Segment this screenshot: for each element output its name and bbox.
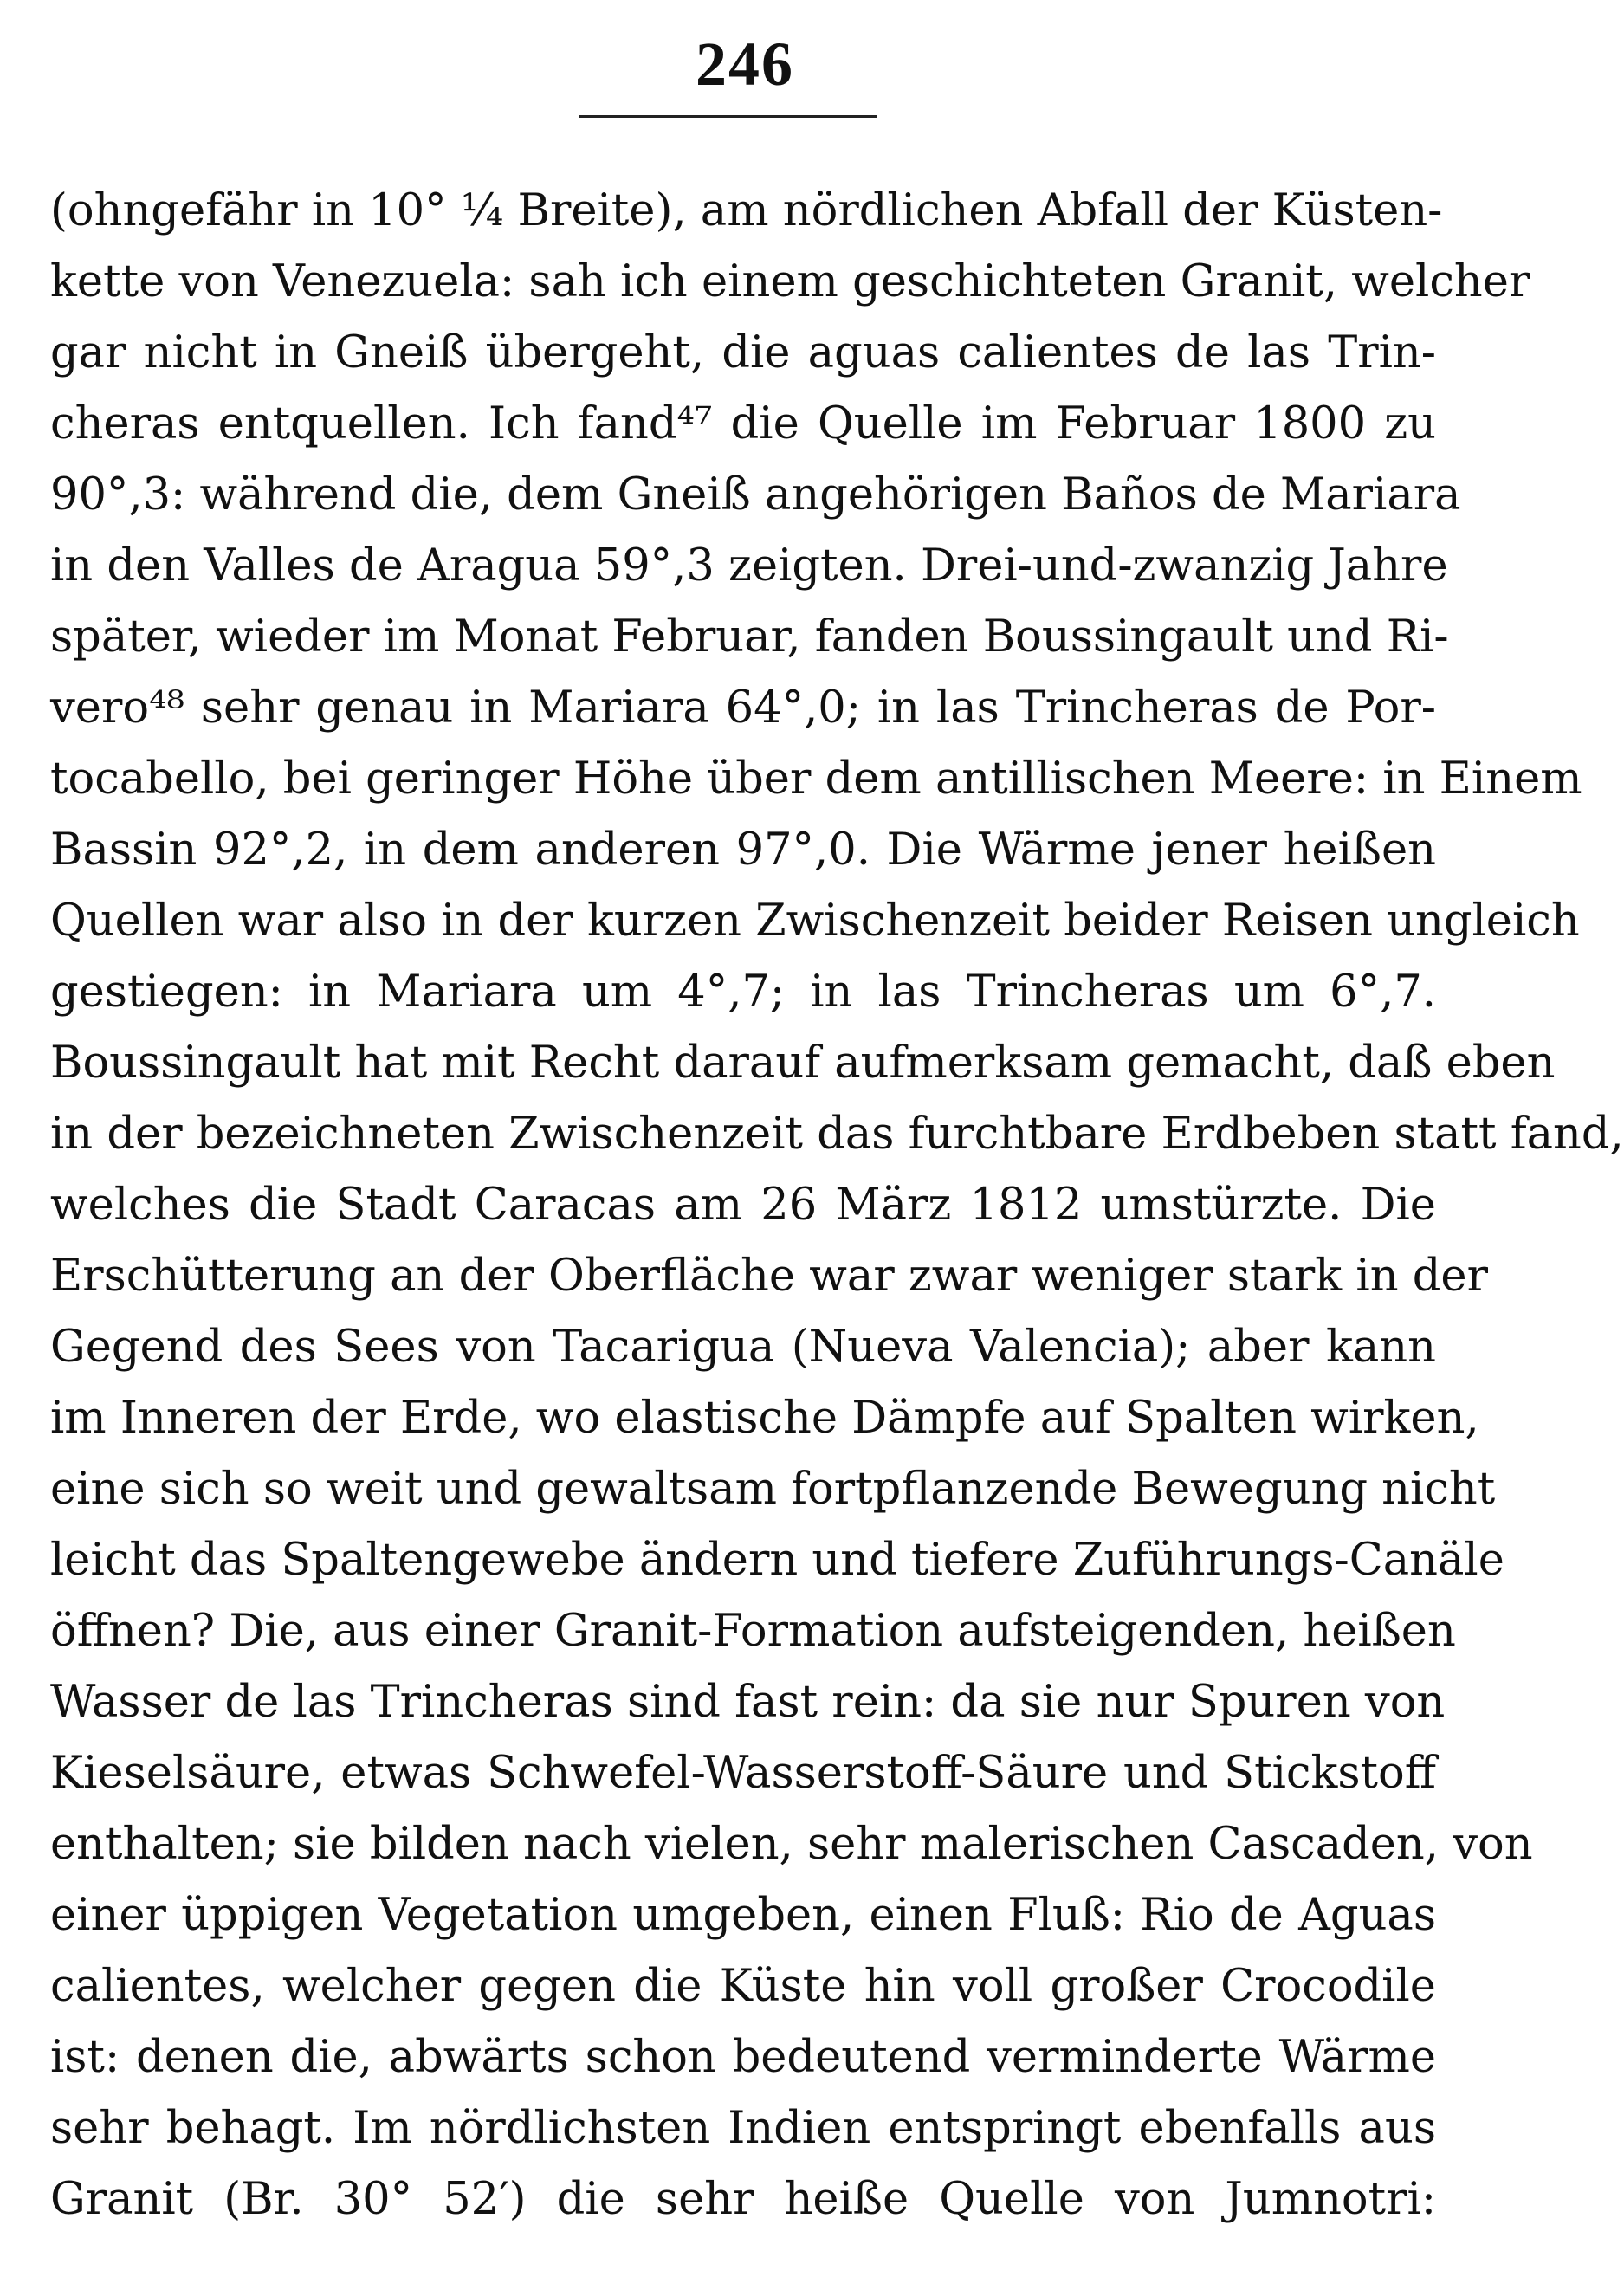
text-line: kette von Venezuela: sah ich einem geschichteten Granit, welcher (50, 256, 1530, 307)
text-line: Gegend des Sees von Tacarigua (Nueva Valencia); aber kann (50, 1322, 1436, 1373)
text-line: gestiegen: in Mariara um 4°,7; in las Trincheras um 6°,7. (50, 967, 1436, 1018)
text-line: Wasser de las Trincheras sind fast rein: da sie nur Spuren von (50, 1677, 1446, 1728)
text-line: gar nicht in Gneiß übergeht, die aguas calientes de las Trin- (50, 327, 1436, 378)
text-line: eine sich so weit und gewaltsam fortpflanzende Bewegung nicht (50, 1464, 1496, 1515)
text-line: in der bezeichneten Zwischenzeit das furchtbare Erdbeben statt fand, (50, 1109, 1624, 1160)
text-line: Quellen war also in der kurzen Zwischenzeit beider Reisen ungleich (50, 896, 1580, 947)
text-line: cheras entquellen. Ich fand⁴⁷ die Quelle im Februar 1800 zu (50, 398, 1436, 449)
text-line: Boussingault hat mit Recht darauf aufmerksam gemacht, daß eben (50, 1038, 1556, 1089)
text-line: ist: denen die, abwärts schon bedeutend verminderte Wärme (50, 2032, 1436, 2083)
page-number: 246 (696, 29, 794, 99)
text-line: Erschütterung an der Oberfläche war zwar weniger stark in der (50, 1251, 1488, 1302)
text-line: öffnen? Die, aus einer Granit-Formation aufsteigenden, heißen (50, 1606, 1456, 1657)
text-line: 90°,3: während die, dem Gneiß angehörigen Baños de Mariara (50, 469, 1461, 521)
text-line: vero⁴⁸ sehr genau in Mariara 64°,0; in las Trincheras de Por- (50, 682, 1436, 734)
body-text (50, 176, 1624, 2235)
text-line: sehr behagt. Im nördlichsten Indien entspringt ebenfalls aus (50, 2103, 1436, 2154)
text-line: enthalten; sie bilden nach vielen, sehr malerischen Cascaden, von (50, 1819, 1533, 1870)
text-line: einer üppigen Vegetation umgeben, einen Fluß: Rio de Aguas (50, 1890, 1436, 1941)
text-line: später, wieder im Monat Februar, fanden Boussingault und Ri- (50, 611, 1449, 663)
text-line: Kieselsäure, etwas Schwefel-Wasserstoff-Säure und Stickstoff (50, 1748, 1436, 1799)
text-line: im Inneren der Erde, wo elastische Dämpfe auf Spalten wirken, (50, 1393, 1479, 1444)
text-line: (ohngefähr in 10° ¼ Breite), am nördlichen Abfall der Küsten- (50, 185, 1443, 236)
text-line: calientes, welcher gegen die Küste hin voll großer Crocodile (50, 1961, 1436, 2012)
text-line: in den Valles de Aragua 59°,3 zeigten. Drei-und-zwanzig Jahre (50, 540, 1448, 592)
text-line: tocabello, bei geringer Höhe über dem antillischen Meere: in Einem (50, 753, 1582, 805)
text-line: Granit (Br. 30° 52′) die sehr heiße Quelle von Jumnotri: (50, 2174, 1436, 2225)
text-line: welches die Stadt Caracas am 26 März 1812 umstürzte. Die (50, 1180, 1436, 1231)
text-line: leicht das Spaltengewebe ändern und tiefere Zuführungs-Canäle (50, 1535, 1504, 1586)
text-line: Bassin 92°,2, in dem anderen 97°,0. Die Wärme jener heißen (50, 825, 1436, 876)
header-rule (579, 115, 877, 118)
